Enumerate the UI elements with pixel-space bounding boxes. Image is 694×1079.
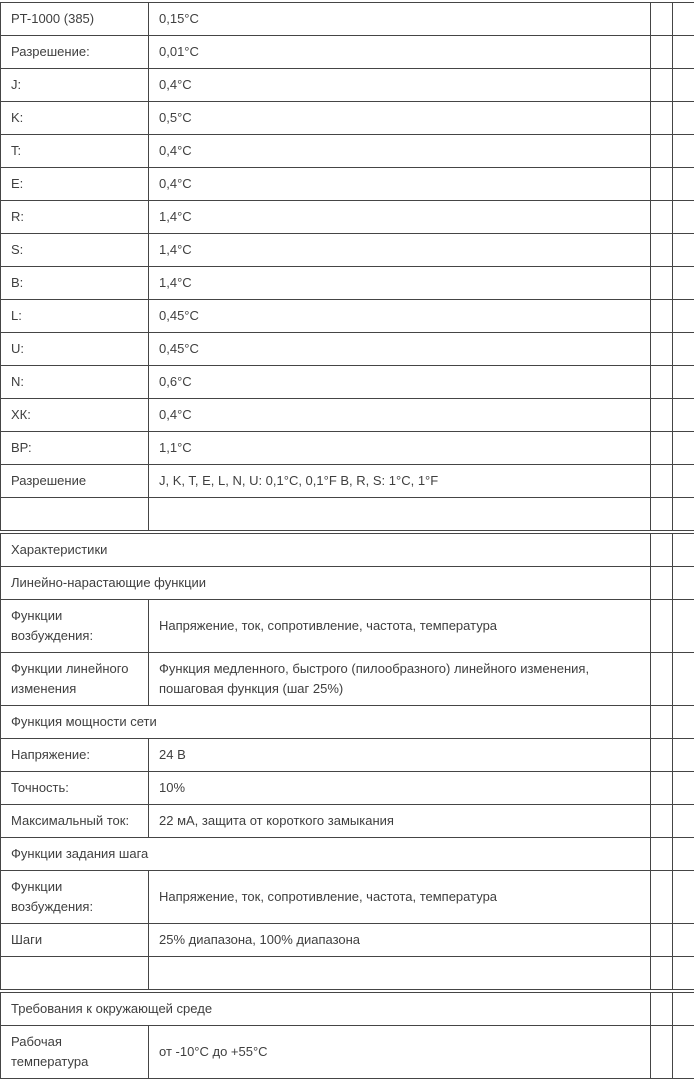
table-row	[1, 924, 694, 957]
spacer-cell-2	[673, 600, 694, 653]
table-row	[1, 871, 694, 924]
spacer-cell-2	[673, 267, 694, 300]
empty-value-cell	[149, 498, 651, 531]
row-value: 10%	[149, 772, 651, 805]
table-row	[1, 653, 694, 706]
spacer-cell-1	[651, 333, 673, 366]
spacer-cell-2	[673, 534, 694, 567]
spacer-cell-2	[673, 168, 694, 201]
table-row	[1, 432, 694, 465]
row-label: Точность:	[1, 772, 149, 805]
section-title: Требования к окружающей среде	[1, 993, 651, 1026]
spacer-cell-2	[673, 838, 694, 871]
spacer-cell-2	[673, 201, 694, 234]
spacer-cell-1	[651, 772, 673, 805]
row-value: 22 мА, защита от короткого замыкания	[149, 805, 651, 838]
row-value: 1,4°C	[149, 201, 651, 234]
table-row	[1, 1026, 694, 1079]
spacer-cell-1	[651, 838, 673, 871]
row-value: 0,45°C	[149, 333, 651, 366]
section-title: Линейно-нарастающие функции	[1, 567, 651, 600]
row-label: Шаги	[1, 924, 149, 957]
row-value: 0,4°C	[149, 168, 651, 201]
empty-row	[1, 957, 694, 990]
table-row	[1, 399, 694, 432]
empty-value-cell	[149, 957, 651, 990]
row-label: B:	[1, 267, 149, 300]
spacer-cell-2	[673, 653, 694, 706]
spacer-cell-2	[673, 805, 694, 838]
spacer-cell-2	[673, 871, 694, 924]
section-title: Функции задания шага	[1, 838, 651, 871]
spacer-cell-2	[673, 567, 694, 600]
row-label: Функции линейного изменения	[1, 653, 149, 706]
row-value: 0,4°C	[149, 135, 651, 168]
spacer-cell-2	[673, 772, 694, 805]
spacer-cell-2	[673, 135, 694, 168]
table-row	[1, 300, 694, 333]
row-label: Функции возбуждения:	[1, 871, 149, 924]
table-row	[1, 69, 694, 102]
spacer-cell-2	[673, 465, 694, 498]
spacer-cell-2	[673, 993, 694, 1026]
table-row	[1, 465, 694, 498]
table-row	[1, 234, 694, 267]
spacer-cell-1	[651, 267, 673, 300]
row-label: Разрешение:	[1, 36, 149, 69]
spacer-cell-1	[651, 399, 673, 432]
row-value: J, K, T, E, L, N, U: 0,1°C, 0,1°F B, R, S: 1°C, 1°F	[149, 465, 651, 498]
spacer-cell-2	[673, 300, 694, 333]
spacer-cell-2	[673, 1026, 694, 1079]
spacer-cell-2	[673, 333, 694, 366]
row-value: 0,5°C	[149, 102, 651, 135]
spacer-cell-1	[651, 957, 673, 990]
row-label: J:	[1, 69, 149, 102]
spacer-cell-1	[651, 706, 673, 739]
spacer-cell-1	[651, 168, 673, 201]
empty-label-cell	[1, 498, 149, 531]
table-row	[1, 267, 694, 300]
spacer-cell-1	[651, 653, 673, 706]
section-row	[1, 706, 694, 739]
row-value: Напряжение, ток, сопротивление, частота, температура	[149, 871, 651, 924]
table-row	[1, 102, 694, 135]
row-value: Напряжение, ток, сопротивление, частота, температура	[149, 600, 651, 653]
spacer-cell-1	[651, 366, 673, 399]
row-label: ВР:	[1, 432, 149, 465]
spacer-cell-1	[651, 234, 673, 267]
table-row	[1, 333, 694, 366]
row-value: 0,6°C	[149, 366, 651, 399]
row-label: Функции возбуждения:	[1, 600, 149, 653]
spacer-cell-1	[651, 1026, 673, 1079]
spacer-cell-2	[673, 498, 694, 531]
spacer-cell-1	[651, 924, 673, 957]
row-label: Разрешение	[1, 465, 149, 498]
spacer-cell-1	[651, 36, 673, 69]
spacer-cell-1	[651, 465, 673, 498]
spacer-cell-2	[673, 102, 694, 135]
row-value: Функция медленного, быстрого (пилообразного) линейного изменения, пошаговая функция (шаг 25%)	[149, 653, 651, 706]
row-label: R:	[1, 201, 149, 234]
spacer-cell-2	[673, 739, 694, 772]
section-row	[1, 534, 694, 567]
spacer-cell-1	[651, 600, 673, 653]
spacer-cell-1	[651, 3, 673, 36]
row-label: PT-1000 (385)	[1, 3, 149, 36]
row-label: Максимальный ток:	[1, 805, 149, 838]
table-row	[1, 600, 694, 653]
table-row	[1, 366, 694, 399]
spacer-cell-2	[673, 36, 694, 69]
section-row	[1, 567, 694, 600]
table-row	[1, 168, 694, 201]
row-label: N:	[1, 366, 149, 399]
spacer-cell-2	[673, 957, 694, 990]
row-label: L:	[1, 300, 149, 333]
spacer-cell-1	[651, 498, 673, 531]
row-value: 1,1°C	[149, 432, 651, 465]
empty-row	[1, 498, 694, 531]
spacer-cell-2	[673, 924, 694, 957]
row-value: от -10°C до +55°C	[149, 1026, 651, 1079]
table-row	[1, 739, 694, 772]
row-label: T:	[1, 135, 149, 168]
table-row	[1, 36, 694, 69]
spacer-cell-1	[651, 567, 673, 600]
spacer-cell-2	[673, 3, 694, 36]
spec-table-characteristics	[0, 533, 694, 990]
row-label: S:	[1, 234, 149, 267]
row-label: U:	[1, 333, 149, 366]
section-title: Функция мощности сети	[1, 706, 651, 739]
spacer-cell-1	[651, 432, 673, 465]
spacer-cell-2	[673, 432, 694, 465]
section-row	[1, 838, 694, 871]
spacer-cell-2	[673, 234, 694, 267]
spec-table-temperature-accuracy	[0, 2, 694, 531]
table-row	[1, 3, 694, 36]
spacer-cell-2	[673, 706, 694, 739]
spacer-cell-1	[651, 739, 673, 772]
spacer-cell-1	[651, 300, 673, 333]
spacer-cell-2	[673, 366, 694, 399]
spacer-cell-1	[651, 69, 673, 102]
row-label: ХК:	[1, 399, 149, 432]
spacer-cell-1	[651, 871, 673, 924]
spacer-cell-1	[651, 102, 673, 135]
row-value: 0,4°C	[149, 69, 651, 102]
row-label: K:	[1, 102, 149, 135]
spacer-cell-1	[651, 805, 673, 838]
row-value: 24 В	[149, 739, 651, 772]
table-row	[1, 772, 694, 805]
spacer-cell-2	[673, 399, 694, 432]
section-title: Характеристики	[1, 534, 651, 567]
spacer-cell-1	[651, 993, 673, 1026]
row-label: Рабочая температура	[1, 1026, 149, 1079]
row-value: 0,45°C	[149, 300, 651, 333]
row-value: 1,4°C	[149, 267, 651, 300]
spacer-cell-1	[651, 201, 673, 234]
spacer-cell-2	[673, 69, 694, 102]
row-value: 25% диапазона, 100% диапазона	[149, 924, 651, 957]
row-label: Напряжение:	[1, 739, 149, 772]
table-row	[1, 805, 694, 838]
spacer-cell-1	[651, 135, 673, 168]
row-value: 1,4°C	[149, 234, 651, 267]
section-row	[1, 993, 694, 1026]
spacer-cell-1	[651, 534, 673, 567]
empty-label-cell	[1, 957, 149, 990]
row-value: 0,4°C	[149, 399, 651, 432]
table-row	[1, 135, 694, 168]
row-value: 0,15°C	[149, 3, 651, 36]
row-value: 0,01°C	[149, 36, 651, 69]
spec-table-environment	[0, 992, 694, 1079]
table-row	[1, 201, 694, 234]
row-label: E:	[1, 168, 149, 201]
